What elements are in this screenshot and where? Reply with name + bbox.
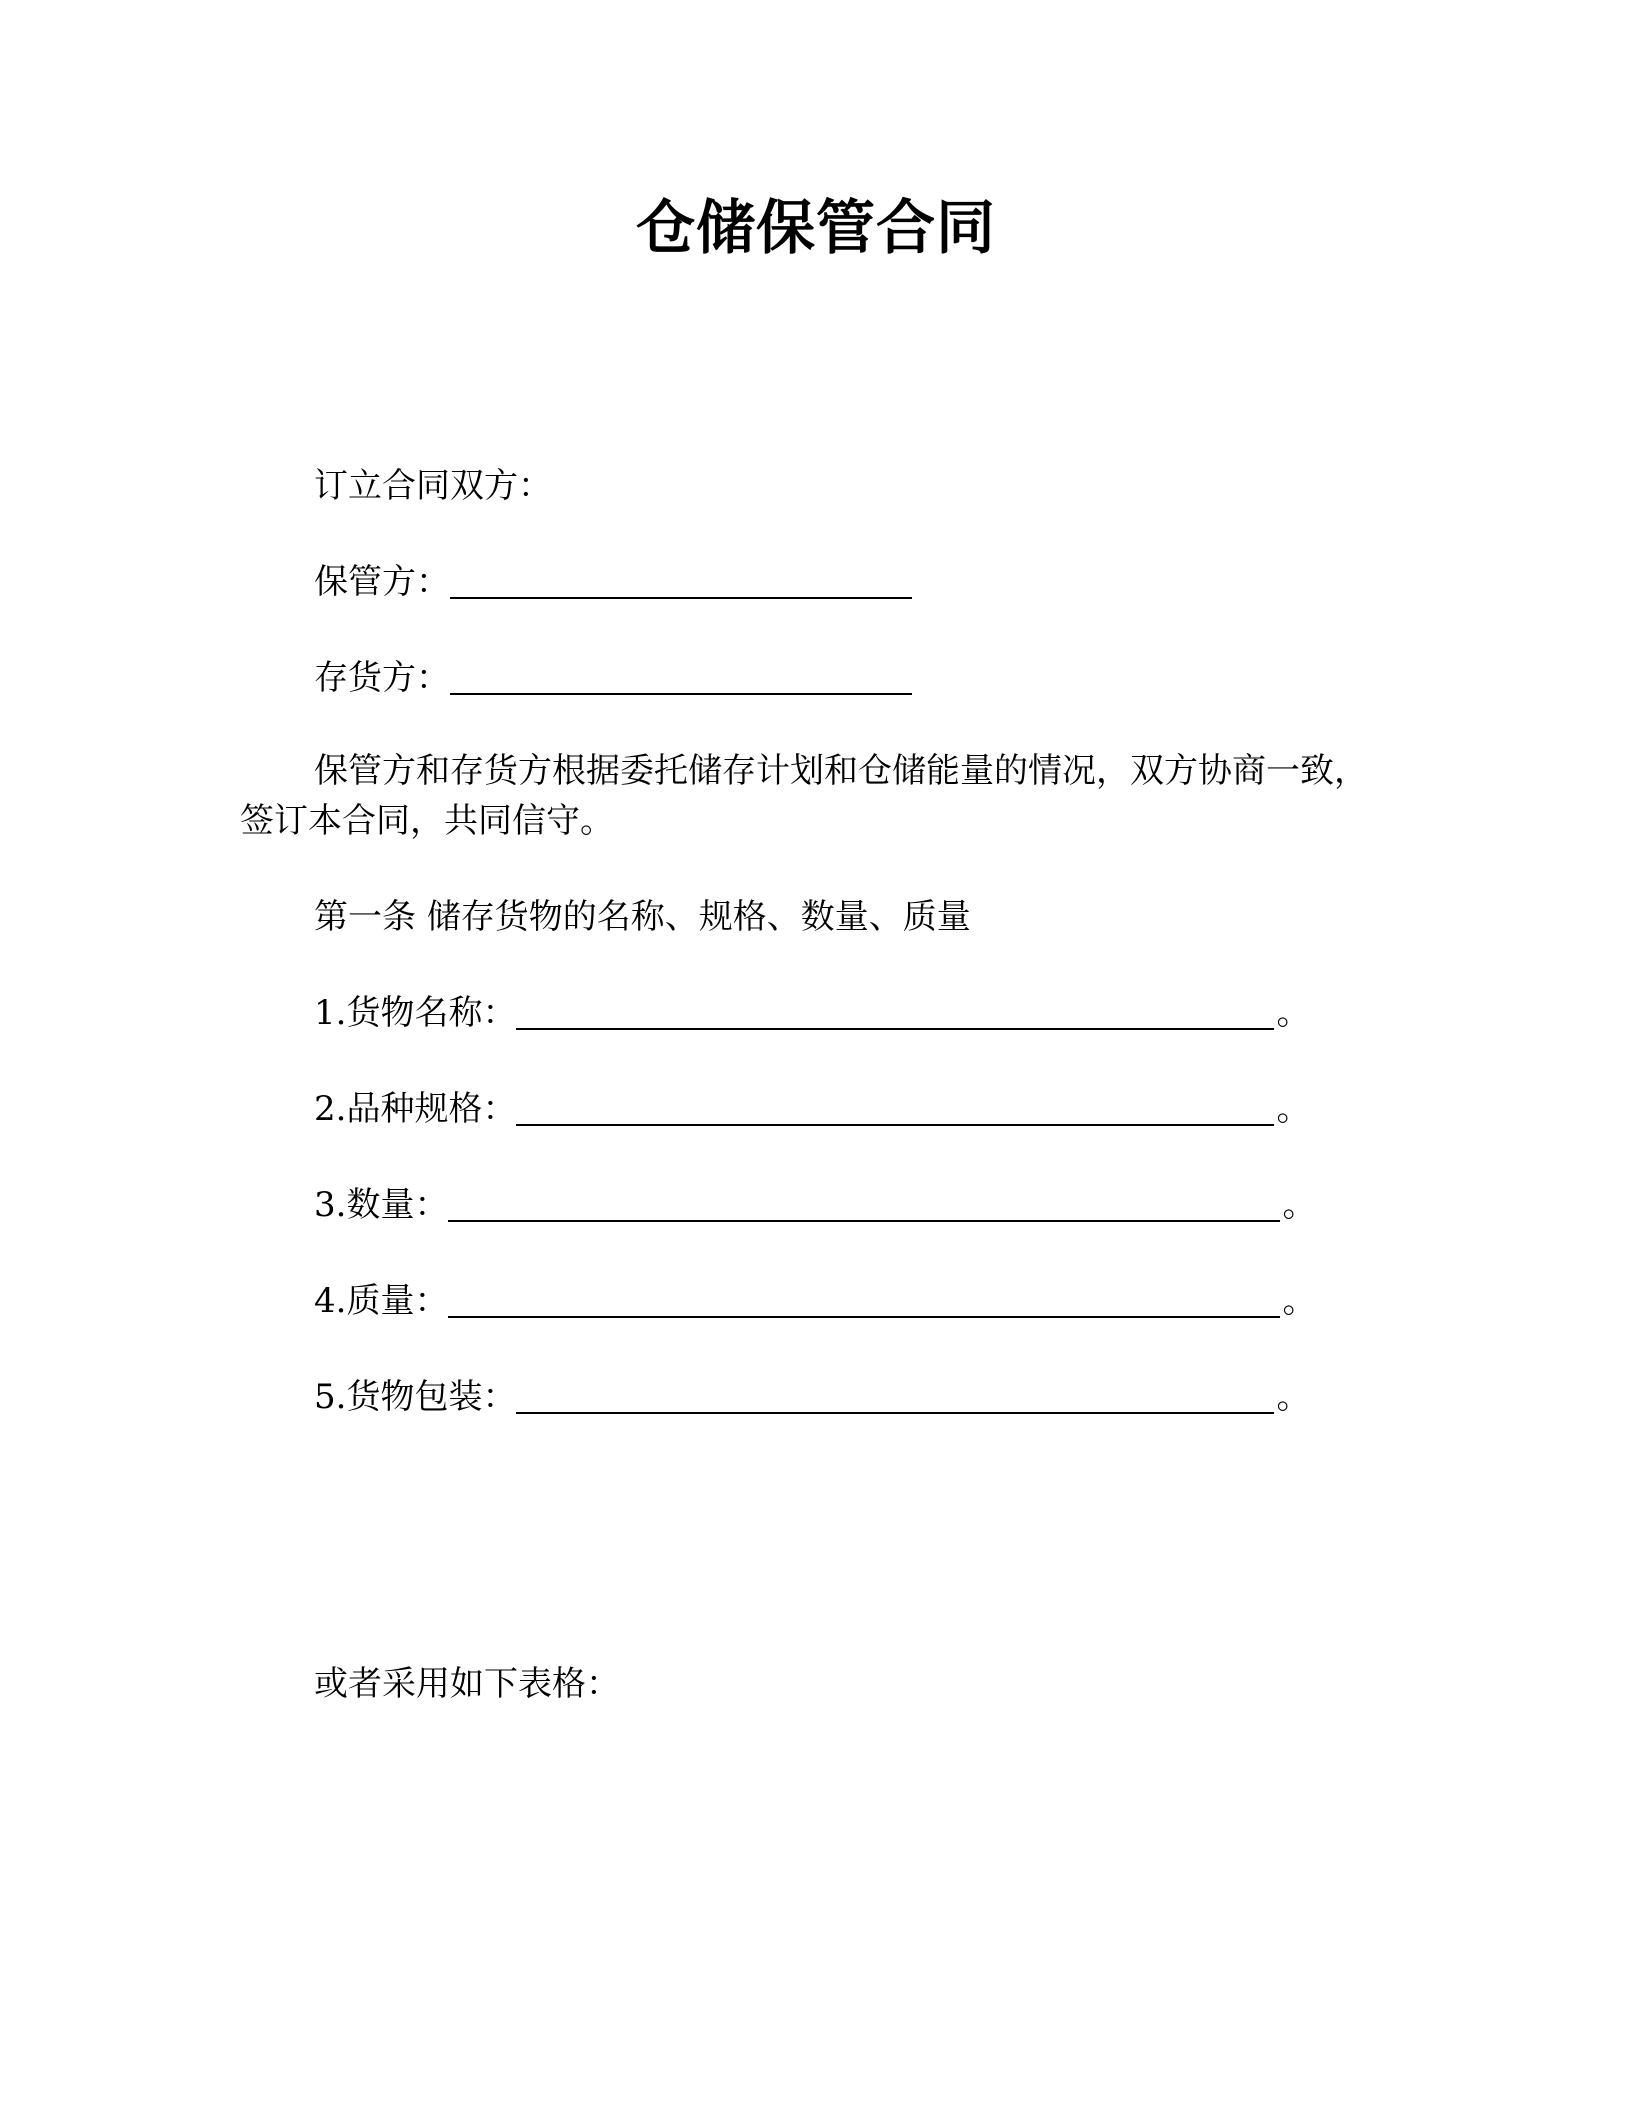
packaging-blank-field[interactable]: [516, 1378, 1274, 1414]
item-row-quality: [314, 1277, 1316, 1325]
item-label: 1.货物名称：: [314, 993, 517, 1033]
keeper-label: 保管方：: [314, 562, 450, 602]
goods-name-blank-field[interactable]: [516, 994, 1274, 1030]
item-end-mark: 。: [1282, 1185, 1317, 1225]
item-label: 5.货物包装：: [314, 1377, 517, 1417]
item-row-quantity: [314, 1181, 1316, 1229]
item-row-specification: [314, 1085, 1310, 1133]
item-label: 3.数量：: [314, 1185, 449, 1225]
depositor-blank-field[interactable]: [450, 659, 912, 695]
quality-blank-field[interactable]: [448, 1282, 1280, 1318]
keeper-blank-field[interactable]: [450, 563, 912, 599]
item-row-packaging: [314, 1373, 1310, 1421]
intro-paragraph: 保管方和存货方根据委托储存计划和仓储能量的情况，双方协商一致，签订本合同，共同信守。: [240, 751, 1368, 841]
item-end-mark: 。: [1276, 1089, 1311, 1129]
keeper-row: [314, 558, 912, 606]
item-label: 4.质量：: [314, 1281, 449, 1321]
item-end-mark: 。: [1276, 993, 1311, 1033]
parties-heading: 订立合同双方：: [314, 466, 552, 506]
document-title: 仓储保管合同: [635, 193, 996, 262]
item-row-goods-name: [314, 989, 1310, 1037]
table-intro: 或者采用如下表格：: [314, 1664, 620, 1704]
item-end-mark: 。: [1282, 1281, 1317, 1321]
item-end-mark: 。: [1276, 1377, 1311, 1417]
depositor-row: [314, 654, 912, 702]
depositor-label: 存货方：: [314, 658, 450, 698]
item-label: 2.品种规格：: [314, 1089, 517, 1129]
specification-blank-field[interactable]: [516, 1090, 1274, 1126]
quantity-blank-field[interactable]: [448, 1186, 1280, 1222]
article1-heading: 第一条 储存货物的名称、规格、数量、质量: [314, 897, 971, 937]
